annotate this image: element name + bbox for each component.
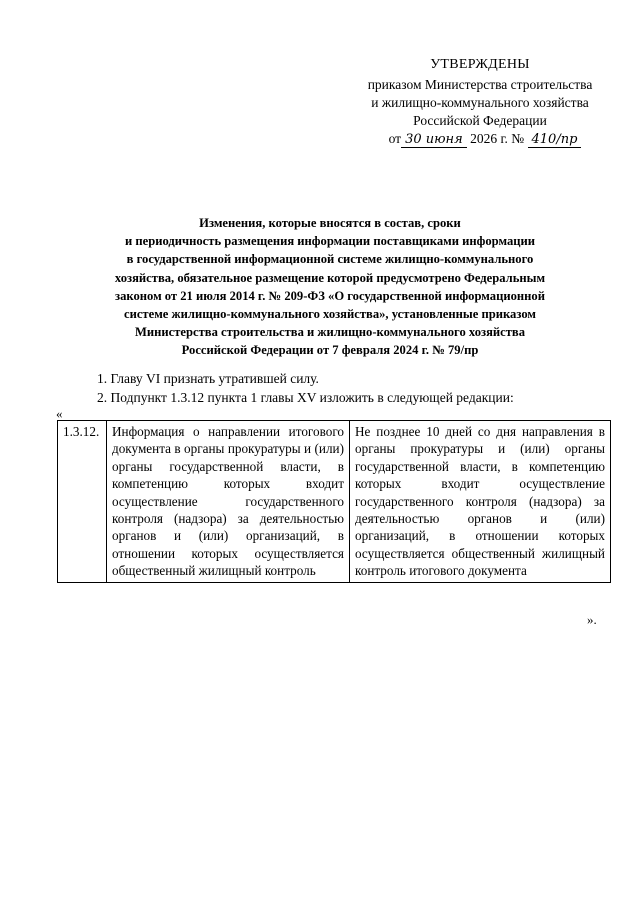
approval-line-3: Российской Федерации: [413, 113, 547, 128]
order-prefix: от: [388, 131, 402, 146]
subitem-number: 1.3.12.: [58, 421, 107, 583]
order-date-handwritten: 30 июня: [401, 133, 467, 148]
approval-line-1: приказом Министерства строительства: [367, 77, 593, 92]
subitem-info: Информация о направлении итогового документа в органы прокуратуры и (или) органы государственной власти, в компетенцию которых входит осуществление государственного контроля (надзора) за деятельностью органов и (или) организаций, в отношении которых осуществляется общественный жилищный контроль: [107, 421, 350, 583]
subitem-table: [57, 420, 611, 583]
heading-line: в государственной информационной системе жилищно-коммунального: [126, 252, 534, 267]
order-year: 2026 г. №: [470, 131, 525, 146]
subitem-term: Не позднее 10 дней со дня направления в органы прокуратуры и (или) органы государственной власти, в компетенцию которых входит осуществление государственного контроля (надзора) за деятельностью органов и (или) организаций, в отношении которых осуществляется общественный жилищный контроль итогового документа: [350, 421, 611, 583]
approval-stamp: [330, 56, 630, 148]
heading-line: Министерства строительства и жилищно-коммунального хозяйства: [134, 325, 526, 340]
item-2: 2. Подпункт 1.3.12 пункта 1 главы XV изложить в следующей редакции:: [97, 390, 514, 405]
heading-line: хозяйства, обязательное размещение которой предусмотрено Федеральным: [114, 270, 546, 285]
document-heading: [60, 214, 600, 360]
heading-line: Изменения, которые вносятся в состав, сроки: [199, 216, 461, 230]
closing-quote: ».: [587, 612, 597, 627]
order-number-handwritten: 410/пр: [528, 133, 582, 148]
heading-line: и периодичность размещения информации поставщиками информации: [124, 234, 536, 249]
heading-line: Российской Федерации от 7 февраля 2024 г. № 79/пр: [181, 343, 479, 358]
approval-line-2: и жилищно-коммунального хозяйства: [371, 95, 589, 110]
heading-line: системе жилищно-коммунального хозяйства», установленные приказом: [124, 307, 536, 322]
heading-line: законом от 21 июля 2014 г. № 209-ФЗ «О государственной информационной: [115, 288, 545, 303]
opening-quote: «: [56, 406, 63, 421]
order-reference: [340, 130, 630, 148]
item-1: 1. Главу VI признать утратившей силу.: [97, 371, 319, 386]
table-row: [58, 421, 611, 583]
approval-title: УТВЕРЖДЕНЫ: [430, 57, 530, 72]
